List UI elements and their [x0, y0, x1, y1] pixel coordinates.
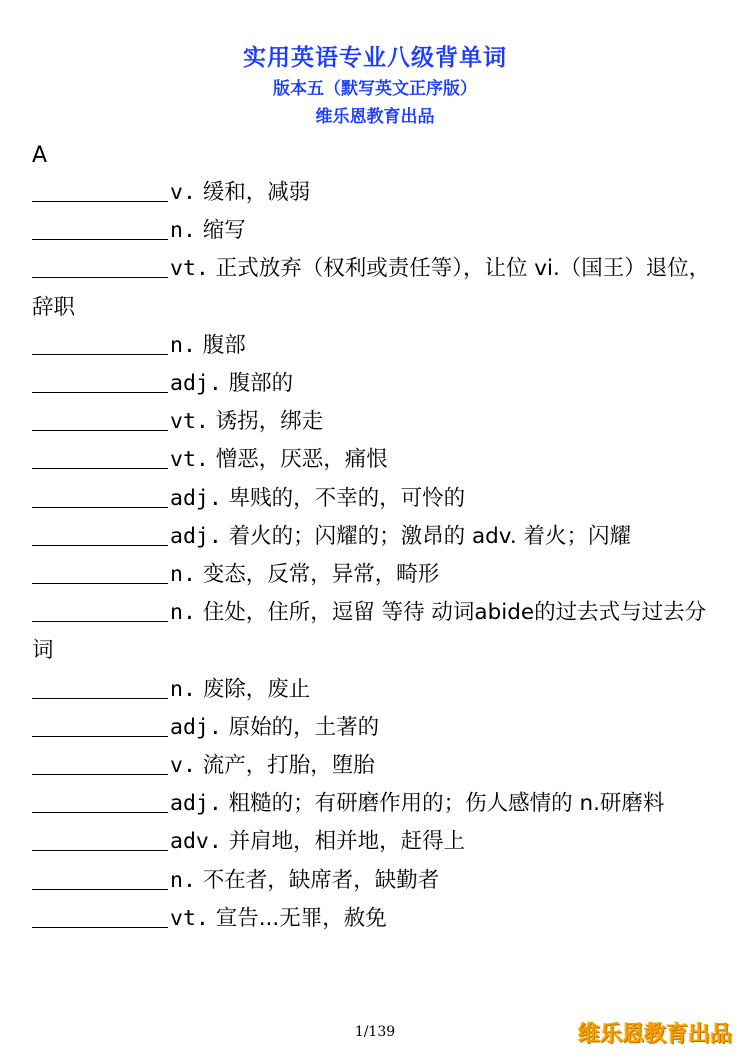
page-title: 实用英语专业八级背单词: [243, 45, 507, 71]
part-of-speech: n.: [170, 676, 196, 702]
part-of-speech: n.: [170, 332, 196, 358]
definition: 宣告...无罪，赦免: [215, 905, 387, 931]
vocab-entry: [32, 250, 722, 326]
definition: 废除，废止: [202, 676, 311, 702]
vocab-entry: [32, 556, 722, 594]
vocab-entry: [32, 441, 722, 479]
publisher-line: 维乐恩教育出品: [315, 107, 435, 127]
definition: 原始的，土著的: [228, 714, 380, 740]
part-of-speech: v.: [170, 753, 196, 779]
part-of-speech: vt.: [170, 905, 209, 931]
vocab-entry: [32, 518, 722, 556]
definition: 流产，打胎，堕胎: [202, 753, 375, 779]
page-subtitle: 版本五（默写英文正序版）: [273, 79, 477, 99]
answer-blank: [32, 824, 168, 851]
section-letter: A: [32, 143, 48, 168]
definition: 并肩地，相并地，赶得上: [228, 829, 466, 855]
document-header: [0, 42, 750, 131]
publisher-watermark: 维乐恩教育出品: [577, 1022, 732, 1047]
part-of-speech: n.: [170, 867, 196, 893]
answer-blank: [32, 672, 168, 699]
part-of-speech: adj.: [170, 523, 222, 549]
part-of-speech: vt.: [170, 409, 209, 435]
vocab-entry: [32, 212, 722, 250]
vocab-entry: [32, 327, 722, 365]
definition: 粗糙的；有研磨作用的；伤人感情的 n.研磨料: [228, 791, 665, 817]
vocab-entry: [32, 671, 722, 709]
part-of-speech: adj.: [170, 485, 222, 511]
part-of-speech: n.: [170, 600, 196, 626]
vocab-entry: [32, 862, 722, 900]
definition: 卑贱的，不幸的，可怜的: [228, 485, 466, 511]
answer-blank: [32, 519, 168, 546]
part-of-speech: adj.: [170, 371, 222, 397]
part-of-speech: adj.: [170, 791, 222, 817]
part-of-speech: adj.: [170, 714, 222, 740]
definition: 缓和，减弱: [202, 180, 311, 205]
answer-blank: [32, 748, 168, 775]
answer-blank: [32, 786, 168, 813]
definition: 憎恶，厌恶，痛恨: [215, 447, 388, 473]
part-of-speech: n.: [170, 218, 196, 244]
answer-blank: [32, 213, 168, 240]
answer-blank: [32, 442, 168, 469]
vocab-entry: [32, 747, 722, 785]
vocab-entry: [32, 785, 722, 823]
definition: 腹部: [202, 332, 246, 358]
answer-blank: [32, 863, 168, 890]
vocab-entry: [32, 403, 722, 441]
part-of-speech: n.: [170, 562, 196, 588]
vocab-entry: [32, 900, 722, 938]
definition: 住处，住所，逗留 等待 动词abide的过去式与过去分词: [32, 600, 707, 664]
vocab-entry: [32, 365, 722, 403]
answer-blank: [32, 366, 168, 393]
answer-blank: [32, 481, 168, 508]
part-of-speech: adv.: [170, 829, 222, 855]
page-number: 1/139: [354, 1024, 396, 1040]
definition: 缩写: [202, 218, 246, 244]
vocab-entry: [32, 594, 722, 670]
vocabulary-list: [32, 174, 722, 938]
answer-blank: [32, 710, 168, 737]
answer-blank: [32, 175, 168, 202]
vocab-entry: [32, 823, 722, 861]
vocab-entry: [32, 709, 722, 747]
vocab-entry: [32, 174, 722, 212]
definition: 腹部的: [228, 371, 294, 397]
part-of-speech: v.: [170, 180, 196, 205]
part-of-speech: vt.: [170, 256, 209, 282]
definition: 不在者，缺席者，缺勤者: [202, 867, 440, 893]
definition: 正式放弃（权利或责任等），让位 vi.（国王）退位，辞职: [32, 256, 711, 320]
answer-blank: [32, 557, 168, 584]
definition: 变态，反常，异常，畸形: [202, 562, 440, 588]
answer-blank: [32, 251, 168, 278]
definition: 诱拐，绑走: [215, 409, 324, 435]
answer-blank: [32, 901, 168, 928]
part-of-speech: vt.: [170, 447, 209, 473]
definition: 着火的；闪耀的；激昂的 adv. 着火；闪耀: [228, 523, 632, 549]
answer-blank: [32, 328, 168, 355]
vocab-entry: [32, 480, 722, 518]
answer-blank: [32, 595, 168, 622]
answer-blank: [32, 404, 168, 431]
